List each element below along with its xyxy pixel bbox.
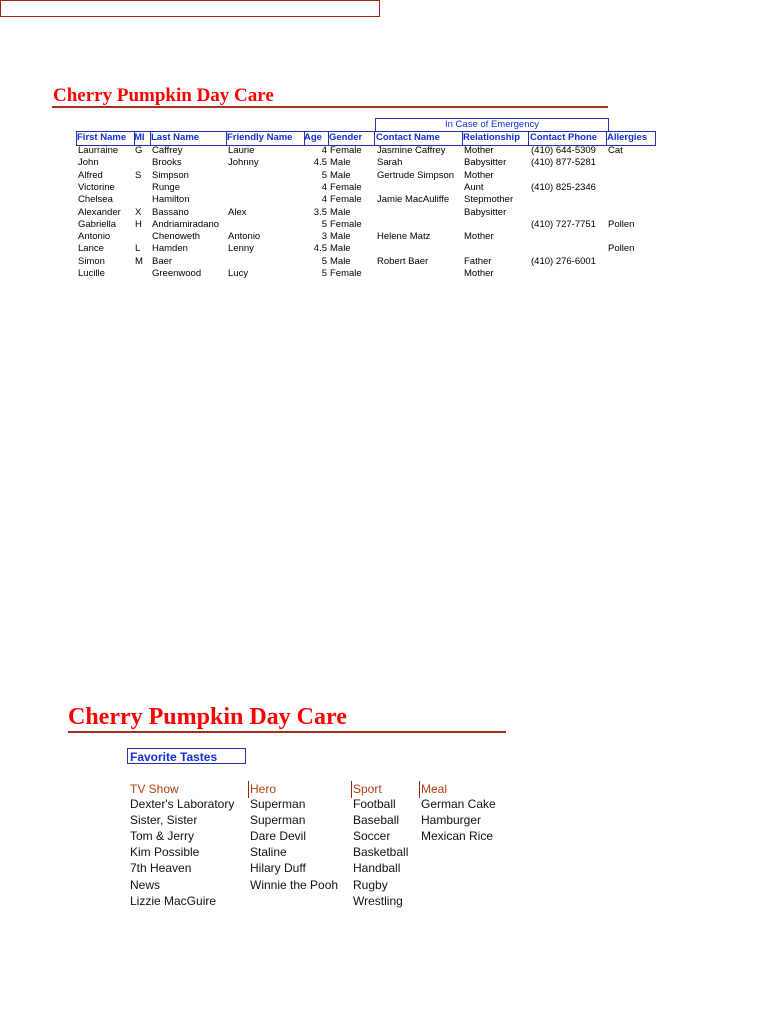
table-cell: Chelsea bbox=[78, 194, 113, 206]
list-item: Lizzie MacGuire bbox=[130, 893, 217, 908]
list-item: Winnie the Pooh bbox=[250, 877, 339, 892]
column-header: Sport bbox=[353, 782, 382, 796]
table-cell: Father bbox=[464, 255, 492, 267]
table-cell: Caffrey bbox=[152, 145, 183, 156]
table-cell: Cat bbox=[608, 145, 623, 156]
table-cell: 4.5 bbox=[313, 243, 327, 255]
tastes-header-row bbox=[0, 0, 380, 17]
list-item: Hamburger bbox=[421, 813, 482, 828]
table-cell: 4.5 bbox=[313, 157, 327, 169]
header-separator bbox=[351, 781, 352, 798]
list-item: German Cake bbox=[421, 797, 496, 811]
table-cell: Pollen bbox=[608, 218, 635, 230]
table-cell: 5 bbox=[321, 255, 327, 267]
table-cell: Johnny bbox=[228, 157, 259, 169]
table-cell: Mother bbox=[464, 145, 494, 156]
column-header: First Name bbox=[77, 132, 127, 143]
table-cell: Robert Baer bbox=[377, 255, 429, 267]
table-cell: Female bbox=[330, 145, 362, 156]
list-item: Hilary Duff bbox=[250, 861, 306, 876]
table-cell: Laurraine bbox=[78, 145, 119, 156]
table-cell: Runge bbox=[152, 181, 180, 193]
table-cell: Lenny bbox=[228, 243, 254, 255]
table-cell: 4 bbox=[321, 194, 327, 206]
table-cell: Babysitter bbox=[464, 206, 507, 218]
column-header: Contact Name bbox=[376, 132, 440, 143]
header-separator bbox=[374, 131, 375, 146]
list-item: Mexican Rice bbox=[421, 829, 494, 844]
column-header: Meal bbox=[421, 782, 448, 796]
table-cell: Laurie bbox=[228, 145, 255, 156]
table-cell: Alexander bbox=[78, 206, 121, 218]
table-cell: H bbox=[135, 218, 142, 230]
table-cell: Female bbox=[330, 181, 362, 193]
table-cell: (410) 825-2346 bbox=[531, 181, 596, 193]
list-item: Rugby bbox=[353, 877, 388, 892]
sheet2-title: Cherry Pumpkin Day Care bbox=[68, 704, 347, 730]
sheet1-title: Cherry Pumpkin Day Care bbox=[53, 85, 274, 106]
table-cell: Jasmine Caffrey bbox=[377, 145, 446, 156]
column-header: TV Show bbox=[130, 782, 179, 796]
column-header: Contact Phone bbox=[530, 132, 598, 143]
table-cell: Greenwood bbox=[152, 268, 202, 279]
table-cell: Sarah bbox=[377, 157, 403, 169]
table-cell: Victorine bbox=[78, 181, 115, 193]
table-cell: Antonio bbox=[78, 231, 111, 243]
table-cell: Pollen bbox=[608, 243, 635, 255]
table-cell: (410) 276-6001 bbox=[531, 255, 596, 267]
table-cell: Male bbox=[330, 206, 351, 218]
list-item: Kim Possible bbox=[130, 845, 200, 860]
column-header: MI bbox=[134, 132, 145, 143]
table-cell: Chenoweth bbox=[152, 231, 201, 243]
list-item: Football bbox=[353, 797, 396, 811]
title-underline bbox=[68, 731, 506, 733]
table-cell: 4 bbox=[321, 145, 327, 156]
table-cell: Jamie MacAuliffe bbox=[377, 194, 450, 206]
table-cell: (410) 644-5309 bbox=[531, 145, 596, 156]
header-separator bbox=[528, 131, 529, 146]
table-cell: Simpson bbox=[152, 169, 189, 181]
table-cell: Brooks bbox=[152, 157, 182, 169]
table-cell: Antonio bbox=[228, 231, 261, 243]
table-cell: Alfred bbox=[78, 169, 103, 181]
table-cell: Bassano bbox=[152, 206, 189, 218]
list-item: Basketball bbox=[353, 845, 409, 860]
table-cell: (410) 727-7751 bbox=[531, 218, 596, 230]
list-item: 7th Heaven bbox=[130, 861, 192, 876]
table-cell: G bbox=[135, 145, 143, 156]
list-item: Dexter's Laboratory bbox=[130, 797, 235, 811]
table-cell: 5 bbox=[321, 169, 327, 181]
table-cell: Male bbox=[330, 243, 351, 255]
list-item: Sister, Sister bbox=[130, 813, 198, 828]
table-cell: Hamilton bbox=[152, 194, 190, 206]
list-item: Baseball bbox=[353, 813, 400, 828]
column-header: Gender bbox=[329, 132, 363, 143]
table-cell: Aunt bbox=[464, 181, 484, 193]
table-cell: Baer bbox=[152, 255, 173, 267]
table-cell: 5 bbox=[321, 218, 327, 230]
table-cell: 3 bbox=[321, 231, 327, 243]
list-item: Soccer bbox=[353, 829, 391, 844]
table-cell: Male bbox=[330, 157, 351, 169]
table-cell: Lance bbox=[78, 243, 104, 255]
table-cell: 3.5 bbox=[313, 206, 327, 218]
table-cell: Andriamiradano bbox=[152, 218, 220, 230]
table-cell: Hamden bbox=[152, 243, 188, 255]
table-cell: Stepmother bbox=[464, 194, 514, 206]
table-cell: Babysitter bbox=[464, 157, 507, 169]
table-cell: Female bbox=[330, 218, 362, 230]
table-cell: S bbox=[135, 169, 142, 181]
list-item: Wrestling bbox=[353, 893, 403, 908]
title-underline bbox=[52, 106, 608, 108]
table-cell: Lucy bbox=[228, 268, 249, 279]
table-cell: Gabriella bbox=[78, 218, 117, 230]
table-cell: L bbox=[135, 243, 141, 255]
table-cell: Male bbox=[330, 169, 351, 181]
header-separator bbox=[248, 781, 249, 798]
table-cell: (410) 877-5281 bbox=[531, 157, 596, 169]
table-cell: M bbox=[135, 255, 143, 267]
column-header: Hero bbox=[250, 782, 277, 796]
emergency-header: In Case of Emergency bbox=[375, 118, 609, 132]
column-header: Age bbox=[304, 132, 322, 143]
list-item: Tom & Jerry bbox=[130, 829, 195, 844]
table-cell: John bbox=[78, 157, 99, 169]
header-separator bbox=[419, 781, 420, 798]
list-item: Staline bbox=[250, 845, 287, 860]
column-header: Relationship bbox=[463, 132, 521, 143]
table-cell: Alex bbox=[228, 206, 247, 218]
table-cell: Lucille bbox=[78, 268, 105, 279]
table-cell: Male bbox=[330, 255, 351, 267]
table-cell: Simon bbox=[78, 255, 105, 267]
table-cell: Mother bbox=[464, 231, 494, 243]
table-cell: Mother bbox=[464, 268, 494, 279]
table-cell: Female bbox=[330, 268, 362, 279]
column-header: Friendly Name bbox=[227, 132, 293, 143]
table-cell: Male bbox=[330, 231, 351, 243]
table-cell: X bbox=[135, 206, 142, 218]
column-header: Allergies bbox=[607, 132, 648, 143]
table-cell: 5 bbox=[321, 268, 327, 279]
column-header: Last Name bbox=[151, 132, 200, 143]
favorite-tastes-label: Favorite Tastes bbox=[127, 748, 246, 764]
table-cell: 4 bbox=[321, 181, 327, 193]
list-item: Dare Devil bbox=[250, 829, 307, 844]
table-cell: Helene Matz bbox=[377, 231, 431, 243]
table-cell: Mother bbox=[464, 169, 494, 181]
list-item: News bbox=[130, 877, 161, 892]
list-item: Superman bbox=[250, 797, 306, 811]
list-item: Superman bbox=[250, 813, 306, 828]
table-cell: Female bbox=[330, 194, 362, 206]
table-cell: Gertrude Simpson bbox=[377, 169, 455, 181]
list-item: Handball bbox=[353, 861, 401, 876]
